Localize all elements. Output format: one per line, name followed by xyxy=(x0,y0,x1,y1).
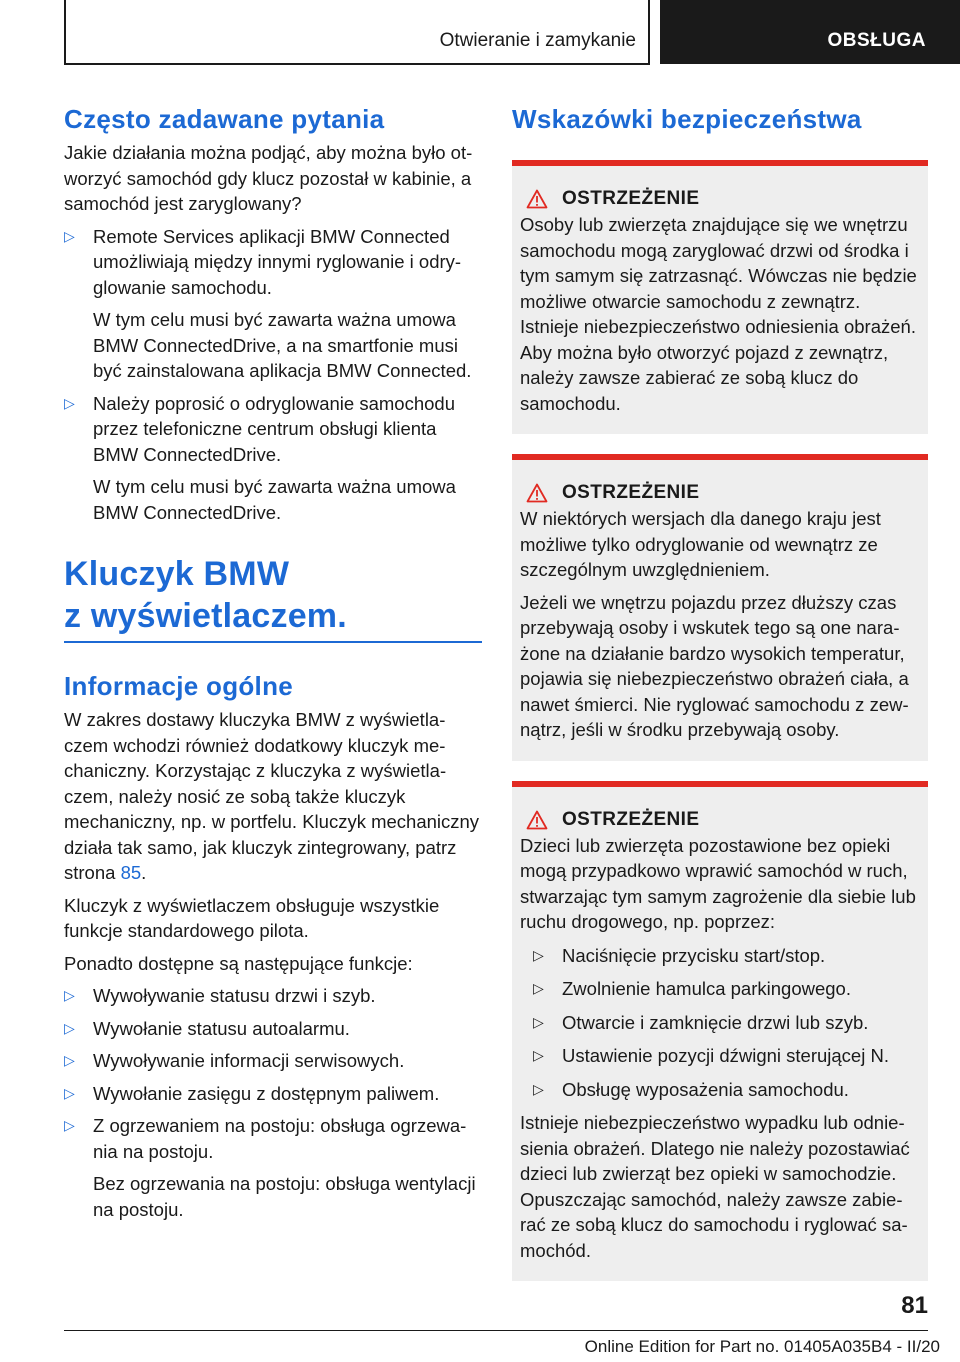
faq-question: Jakie działania można podjąć, aby można było otworzyć samochód gdy klucz pozostał w kabinie, a samochód jest zaryglowany? xyxy=(64,142,473,214)
triangle-bullet-icon: ▷ xyxy=(64,1052,75,1068)
warning-header xyxy=(526,482,920,504)
key-display-heading xyxy=(64,553,482,637)
warning-list-item xyxy=(520,976,920,1002)
key-display-heading-line1: Kluczyk BMW xyxy=(64,555,290,593)
page-number: 81 xyxy=(901,1292,928,1319)
section-title: Otwieranie i zamykanie xyxy=(439,30,636,51)
warning-header xyxy=(526,188,920,210)
warning-triangle-icon xyxy=(526,189,548,209)
key-display-heading-line2: z wyświetlaczem. xyxy=(64,597,347,635)
function-item xyxy=(64,983,482,1009)
warning-text: Istnieje niebezpieczeństwo wypadku lub odniesienia obrażeń. Dlatego nie należy pozostawiać dzieci lub zwierząt bez opieki w samochodzie. Opuszczając samochód, należy zawsze zabierać ze sobą klucz do samochodu i ryglować samochód. xyxy=(520,1112,910,1261)
function-item xyxy=(64,1113,482,1222)
function-item xyxy=(64,1048,482,1074)
warning-list-item xyxy=(520,1077,920,1103)
function-item-text: Wywołanie statusu autoalarmu. xyxy=(93,1017,350,1039)
faq-item xyxy=(64,391,482,526)
function-item-text: Wywoływanie informacji serwisowych. xyxy=(93,1050,405,1071)
function-item-text: Z ogrzewaniem na postoju: obsługa ogrzewania na postoju. xyxy=(93,1115,467,1162)
chapter-tab: OBSŁUGA xyxy=(660,0,960,64)
warning-box xyxy=(512,160,928,434)
heading-underline xyxy=(64,641,482,643)
safety-heading: Wskazówki bezpieczeństwa xyxy=(512,104,862,134)
general-paragraph: Ponadto dostępne są następujące funkcje: xyxy=(64,952,413,974)
general-paragraph xyxy=(64,707,482,886)
triangle-bullet-icon: ▷ xyxy=(533,1080,544,1097)
warning-list-text: Naciśnięcie przycisku start/stop. xyxy=(562,944,826,966)
warning-list-text: Otwarcie i zamknięcie drzwi lub szyb. xyxy=(562,1011,869,1033)
triangle-bullet-icon: ▷ xyxy=(64,1019,75,1036)
warning-list-text: Obsługę wyposażenia samochodu. xyxy=(562,1078,849,1100)
warning-label: OSTRZEŻENIE xyxy=(562,808,700,830)
warning-label: OSTRZEŻENIE xyxy=(562,188,700,209)
triangle-bullet-icon: ▷ xyxy=(64,987,75,1003)
warning-label: OSTRZEŻENIE xyxy=(562,482,700,503)
faq-item-note: W tym celu musi być zawarta ważna umowa BMW ConnectedDrive. xyxy=(93,476,456,523)
function-item xyxy=(64,1081,482,1107)
warning-box xyxy=(512,781,928,1282)
header-rule-bottom xyxy=(64,63,650,65)
function-item-text: Wywołanie zasięgu z dostępnym paliwem. xyxy=(93,1082,440,1104)
warning-triangle-icon xyxy=(526,483,548,503)
function-item-note: Bez ogrzewania na postoju: obsługa wentylacji na postoju. xyxy=(93,1173,476,1220)
right-column xyxy=(512,102,928,1281)
warning-list-item xyxy=(520,943,920,969)
warning-text: Osoby lub zwierzęta znajdujące się we wnętrzu samochodu mogą zaryglować drzwi od środka i tym samym się zatrzasnąć. Wówczas nie będzie możliwe otwarcie samochodu z zewnątrz. Istnieje niebezpieczeństwo odniesienia obrażeń. Aby można było otworzyć pojazd z zewnątrz, należy zawsze zabierać ze sobą klucz do samochodu. xyxy=(520,214,917,414)
header-rule-middle xyxy=(648,0,650,64)
triangle-bullet-icon: ▷ xyxy=(533,946,544,963)
general-paragraph: Kluczyk z wyświetlaczem obsługuje wszystkie funkcje standardowego pilota. xyxy=(64,894,440,941)
warning-list-item xyxy=(520,1043,920,1069)
triangle-bullet-icon: ▷ xyxy=(533,1047,544,1063)
warning-text: Dzieci lub zwierzęta pozostawione bez opieki mogą przypadkowo wprawić samochód w ruch, stwarzając tym samym zagrożenie dla siebie lub ruchu drogowego, np. poprzez: xyxy=(520,834,916,932)
faq-item-note: W tym celu musi być zawarta ważna umowa BMW ConnectedDrive, a na smartfonie musi być zainstalowana aplikacja BMW Connected. xyxy=(93,309,472,381)
triangle-bullet-icon: ▷ xyxy=(64,1084,75,1101)
triangle-bullet-icon: ▷ xyxy=(533,980,544,996)
faq-item xyxy=(64,224,482,384)
left-column xyxy=(64,102,482,1222)
page-reference-link[interactable]: 85 xyxy=(120,862,142,883)
general-paragraph-text: W zakres dostawy kluczyka BMW z wyświetlaczem wchodzi również dodatkowy kluczyk mechaniczny. Korzystając z kluczyka z wyświetlaczem, należy nosić ze sobą także kluczyk mechaniczny, np. w portfelu. Kluczyk mechaniczny działa tak samo, jak kluczyk zintegrowany, patrz strona xyxy=(64,709,480,883)
function-item-text: Wywoływanie statusu drzwi i szyb. xyxy=(93,985,376,1006)
triangle-bullet-icon: ▷ xyxy=(64,227,75,244)
warning-list-text: Zwolnienie hamulca parkingowego. xyxy=(562,978,851,999)
triangle-bullet-icon: ▷ xyxy=(64,1117,75,1133)
general-info-heading: Informacje ogólne xyxy=(64,671,294,701)
warning-box xyxy=(512,454,928,761)
faq-item-text: Należy poprosić o odryglowanie samochodu przez telefoniczne centrum obsługi klienta BMW ConnectedDrive. xyxy=(93,392,455,465)
warning-list-item xyxy=(520,1010,920,1036)
footer-rule xyxy=(64,1330,928,1331)
general-paragraph-end: . xyxy=(141,862,147,883)
faq-item-text: Remote Services aplikacji BMW Connected umożliwiają między innymi ryglowanie i odryglowanie samochodu. xyxy=(93,225,462,298)
triangle-bullet-icon: ▷ xyxy=(64,394,75,411)
warning-text: Jeżeli we wnętrzu pojazdu przez dłuższy czas przebywają osoby i wskutek tego są one narażone na działanie bardzo wysokich temperatur, pojawia się niebezpieczeństwo obrażeń ciała, a nawet śmierci. Nie ryglować samochodu z zewnątrz, jeśli w środku przebywają osoby. xyxy=(520,591,909,740)
warning-list-text: Ustawienie pozycji dźwigni sterującej N. xyxy=(562,1045,889,1066)
faq-heading: Często zadawane pytania xyxy=(64,104,385,134)
warning-header xyxy=(526,809,920,831)
warning-text: W niektórych wersjach dla danego kraju jest możliwe tylko odryglowanie od wewnątrz ze szczególnym uwzględnieniem. xyxy=(520,508,881,580)
warning-triangle-icon xyxy=(526,810,548,830)
edition-note: Online Edition for Part no. 01405A035B4 - II/20 xyxy=(584,1337,940,1356)
triangle-bullet-icon: ▷ xyxy=(533,1013,544,1030)
function-item xyxy=(64,1016,482,1042)
